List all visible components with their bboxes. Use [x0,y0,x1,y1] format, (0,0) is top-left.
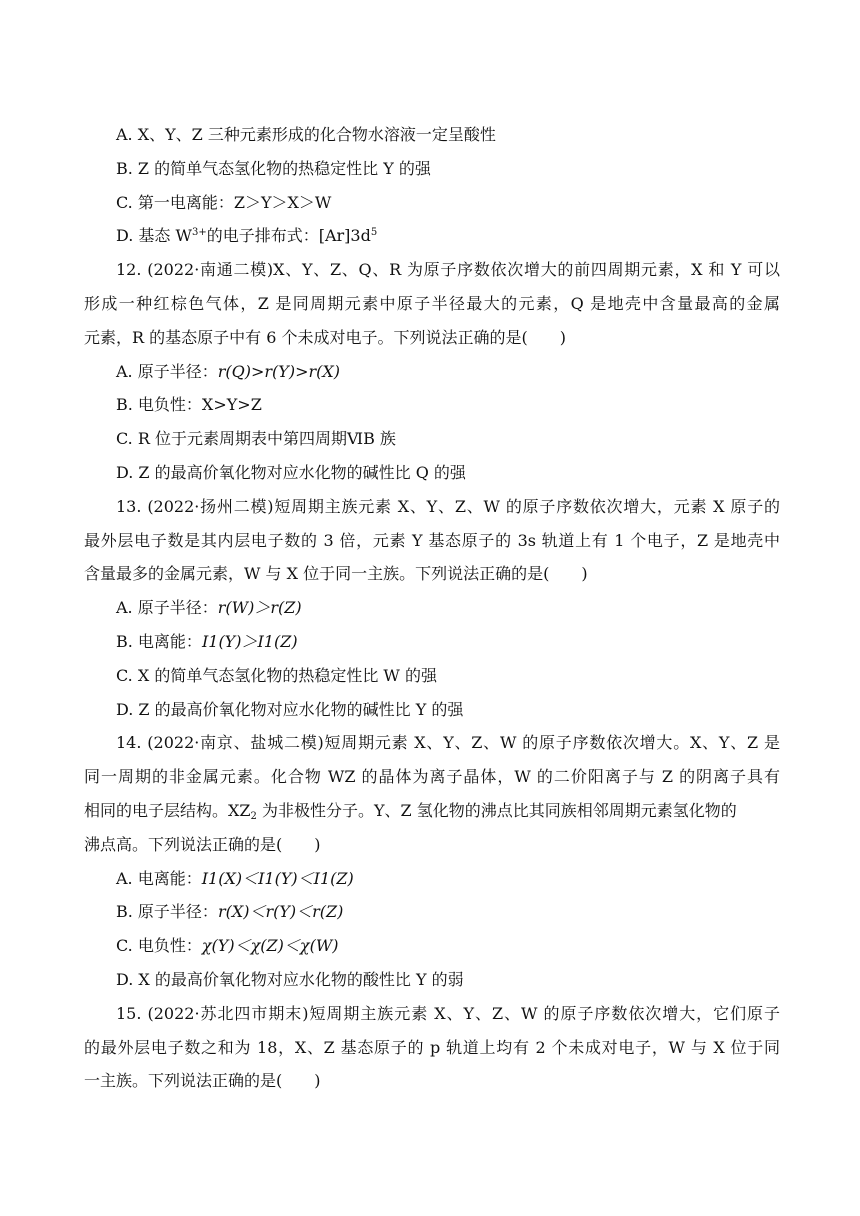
q14-option-c [84,929,780,963]
q11-option-b [84,152,780,186]
q13-stem-line-1 [84,490,780,524]
q15-stem-text-2: 的最外层电子数之和为 18，X、Z 基态原子的 p 轨道上均有 2 个未成对电子，W 与 X 位于同 [84,1037,780,1057]
q14-option-a-label: A. 电离能： [116,868,202,888]
q13-option-d [84,693,780,727]
q12-option-c-text: C. R 位于元素周期表中第四周期ⅥB 族 [116,429,396,449]
q15-stem-line-1 [84,997,780,1031]
q13-option-a-label: A. 原子半径： [116,598,218,618]
q11-option-b-text: B. Z 的简单气态氢化物的热稳定性比 Y 的强 [116,158,431,178]
q14-stem-line-3 [84,794,780,828]
q14-stem-text-4: 沸点高。下列说法正确的是( ) [84,834,321,854]
q12-option-c [84,422,780,456]
q14-stem-line-4 [84,828,780,862]
q14-option-c-expr: χ(Y)＜χ(Z)＜χ(W) [201,936,339,956]
q12-stem-line-2 [84,287,780,321]
q11-option-d [84,219,780,253]
q13-option-a [84,591,780,625]
q13-option-a-expr: r(W)＞r(Z) [217,598,302,618]
q12-option-d-text: D. Z 的最高价氧化物对应水化物的碱性比 Q 的强 [116,462,466,482]
q11-option-a [84,118,780,152]
q14-stem-subscript: 2 [250,810,257,822]
q12-option-b [84,388,780,422]
q14-option-c-label: C. 电负性： [116,936,202,956]
q14-option-d-text: D. X 的最高价氧化物对应水化物的酸性比 Y 的弱 [116,969,464,989]
q11-option-c-text: C. 第一电离能：Z＞Y＞X＞W [116,192,332,212]
q13-option-b-label: B. 电离能： [116,631,202,651]
q13-stem-text-2: 最外层电子数是其内层电子数的 3 倍，元素 Y 基态原子的 3s 轨道上有 1 个电子，Z 是地壳中 [84,530,780,550]
q15-stem-line-3 [84,1064,780,1098]
q11-option-c [84,186,780,220]
q12-option-a [84,355,780,389]
q11-option-d-pre: D. 基态 W [116,226,192,246]
q14-option-b-expr: r(X)＜r(Y)＜r(Z) [217,902,344,922]
q14-option-a [84,862,780,896]
q13-stem-line-2 [84,524,780,558]
q13-option-c [84,659,780,693]
q12-option-b-text: B. 电负性：X>Y>Z [116,395,262,415]
q13-option-b-expr: I1(Y)＞I1(Z) [201,631,298,651]
q13-stem-text-3: 含量最多的金属元素，W 与 X 位于同一主族。下列说法正确的是( ) [84,564,588,584]
q11-option-d-exponent: 5 [370,227,378,239]
q12-stem-text-2: 形成一种红棕色气体，Z 是同周期元素中原子半径最大的元素，Q 是地壳中含量最高的金属 [84,293,780,313]
document-page [84,118,780,1098]
q13-stem-line-3 [84,557,780,591]
q14-stem-line-2 [84,760,780,794]
q11-option-a-text: A. X、Y、Z 三种元素形成的化合物水溶液一定呈酸性 [116,125,496,144]
q14-stem-line-1 [84,726,780,760]
q12-option-a-label: A. 原子半径： [116,361,218,381]
q12-stem-line-3 [84,321,780,355]
q12-stem-line-1 [84,253,780,287]
q14-option-b-label: B. 原子半径： [116,902,218,922]
q13-stem-text-1: 13. (2022·扬州二模)短周期主族元素 X、Y、Z、W 的原子序数依次增大，元素 X 原子的 [116,496,780,516]
q14-option-a-expr: I1(X)＜I1(Y)＜I1(Z) [201,868,354,888]
q11-option-d-mid: 的电子排布式：[Ar]3d [206,226,371,246]
q11-option-d-charge: 3+ [191,227,207,239]
q12-option-d [84,456,780,490]
q14-stem-text-1: 14. (2022·南京、盐城二模)短周期元素 X、Y、Z、W 的原子序数依次增大。X、Y、Z 是 [116,733,780,753]
q13-option-d-text: D. Z 的最高价氧化物对应水化物的碱性比 Y 的强 [116,699,464,719]
q14-stem-text-2: 同一周期的非金属元素。化合物 WZ 的晶体为离子晶体，W 的二价阳离子与 Z 的阴离子具有 [84,767,780,787]
q15-stem-text-3: 一主族。下列说法正确的是( ) [84,1071,321,1091]
q13-option-c-text: C. X 的简单气态氢化物的热稳定性比 W 的强 [116,665,437,685]
q15-stem-line-2 [84,1031,780,1065]
q12-stem-text-3: 元素，R 的基态原子中有 6 个未成对电子。下列说法正确的是( ) [84,327,566,347]
q14-stem-text-3-post: 为非极性分子。Y、Z 氢化物的沸点比其同族相邻周期元素氢化物的 [256,800,737,820]
q14-option-b [84,895,780,929]
q13-option-b [84,625,780,659]
q12-option-a-expr: r(Q)>r(Y)>r(X) [217,361,341,381]
q14-option-d [84,963,780,997]
q14-stem-text-3-pre: 相同的电子层结构。XZ [84,800,251,820]
q12-stem-text-1: 12. (2022·南通二模)X、Y、Z、Q、R 为原子序数依次增大的前四周期元素，X 和 Y 可以 [116,260,780,280]
q15-stem-text-1: 15. (2022·苏北四市期末)短周期主族元素 X、Y、Z、W 的原子序数依次增大，它们原子 [116,1003,780,1023]
